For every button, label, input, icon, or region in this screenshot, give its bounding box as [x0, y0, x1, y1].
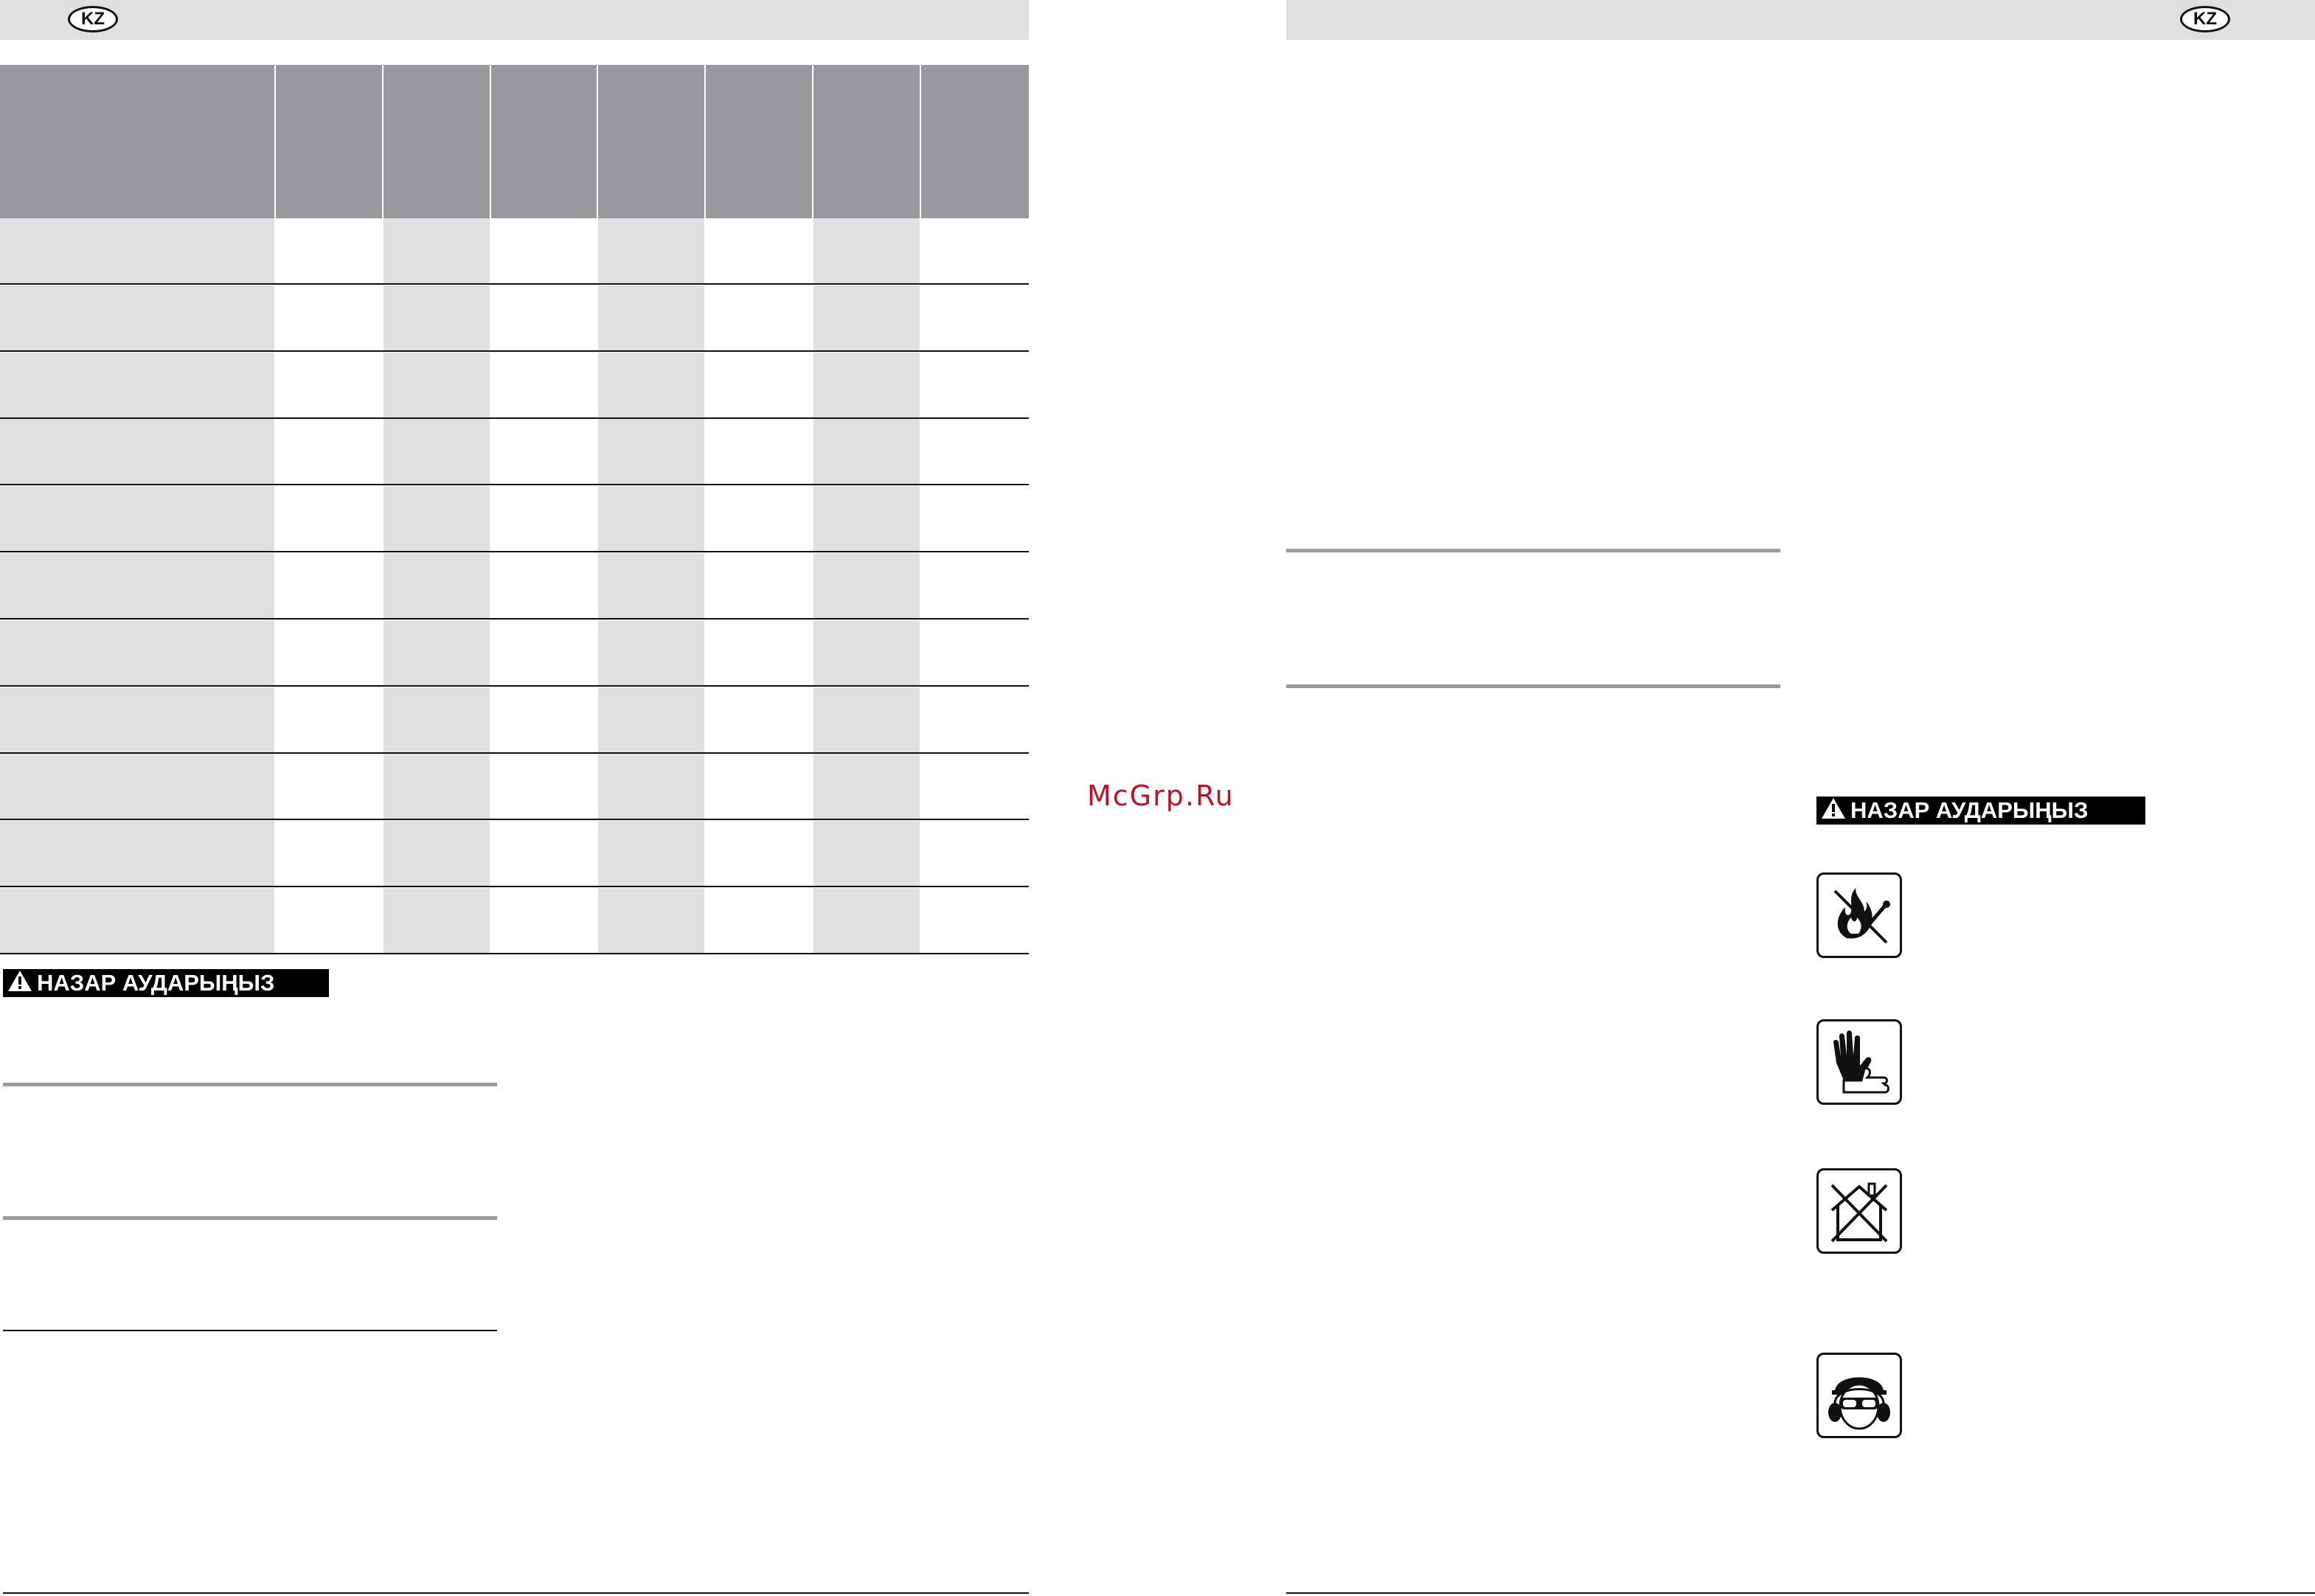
table-cell [491, 821, 597, 886]
table-cell [383, 486, 490, 551]
table-cell [598, 888, 704, 953]
table-cell [383, 620, 490, 685]
table-cell [383, 218, 490, 283]
table-row [0, 687, 1029, 754]
table-row [0, 218, 1029, 285]
table-cell [383, 687, 490, 752]
table-cell [706, 419, 812, 484]
table-cell [921, 754, 1029, 819]
table-cell [813, 821, 920, 886]
table-cell [0, 821, 274, 886]
table-cell [491, 687, 597, 752]
table-cell [813, 285, 920, 350]
table-header-cell [0, 65, 274, 218]
right-footer-rule [1286, 1592, 2315, 1594]
table-cell [706, 553, 812, 618]
right-country-badge: KZ [2180, 6, 2230, 32]
table-cell [491, 419, 597, 484]
table-cell [276, 218, 382, 283]
table-cell [383, 553, 490, 618]
table-cell [383, 754, 490, 819]
table-cell [276, 285, 382, 350]
right-section-divider [1286, 549, 1780, 552]
table-cell [491, 553, 597, 618]
table-cell [813, 754, 920, 819]
wear-helmet-goggles-ear-protection-icon [1816, 1353, 1902, 1438]
table-cell [706, 754, 812, 819]
table-cell [813, 553, 920, 618]
table-row [0, 553, 1029, 620]
table-cell [813, 888, 920, 953]
table-cell [491, 620, 597, 685]
table-header-cell [813, 65, 920, 218]
table-cell [598, 486, 704, 551]
table-cell [921, 553, 1029, 618]
table-row [0, 419, 1029, 485]
warning-triangle-icon [7, 970, 32, 999]
table-cell [921, 353, 1029, 417]
table-cell [598, 620, 704, 685]
no-indoor-use-icon [1816, 1168, 1902, 1254]
table-header-cell [276, 65, 382, 218]
table-row [0, 353, 1029, 419]
table-cell [491, 285, 597, 350]
table-header-cell [491, 65, 597, 218]
table-cell [921, 821, 1029, 886]
table-cell [276, 553, 382, 618]
table-cell [813, 486, 920, 551]
table-cell [598, 821, 704, 886]
table-row [0, 285, 1029, 352]
table-header-cell [921, 65, 1029, 218]
table-row [0, 620, 1029, 687]
table-cell [0, 218, 274, 283]
table-cell [598, 218, 704, 283]
wear-gloves-icon [1816, 1019, 1902, 1105]
left-country-badge: KZ [68, 6, 118, 32]
table-cell [598, 419, 704, 484]
table-cell [276, 888, 382, 953]
table-cell [921, 486, 1029, 551]
table-header-cell [383, 65, 490, 218]
table-row [0, 754, 1029, 820]
table-cell [813, 620, 920, 685]
table-cell [383, 821, 490, 886]
table-header-cell [706, 65, 812, 218]
table-cell [491, 486, 597, 551]
table-header-row [0, 65, 1029, 218]
table-row [0, 821, 1029, 887]
table-cell [921, 620, 1029, 685]
table-cell [706, 821, 812, 886]
table-cell [276, 620, 382, 685]
table-cell [921, 419, 1029, 484]
table-cell [491, 888, 597, 953]
table-cell [0, 754, 274, 819]
no-open-flame-icon [1816, 872, 1902, 958]
right-section-divider [1286, 684, 1780, 688]
table-cell [276, 687, 382, 752]
table-cell [813, 218, 920, 283]
right-warning-banner [1816, 797, 2145, 825]
table-cell [383, 888, 490, 953]
table-cell [276, 754, 382, 819]
table-cell [383, 419, 490, 484]
table-cell [276, 821, 382, 886]
table-cell [706, 486, 812, 551]
table-cell [706, 687, 812, 752]
table-cell [598, 754, 704, 819]
table-cell [706, 620, 812, 685]
table-cell [0, 419, 274, 484]
left-section-divider [3, 1083, 497, 1086]
table-cell [491, 754, 597, 819]
table-cell [598, 687, 704, 752]
table-cell [276, 486, 382, 551]
table-cell [491, 218, 597, 283]
table-cell [921, 687, 1029, 752]
warning-triangle-icon [1821, 797, 1846, 826]
table-cell [598, 353, 704, 417]
table-cell [0, 687, 274, 752]
left-section-divider [3, 1216, 497, 1220]
table-cell [598, 285, 704, 350]
table-cell [706, 218, 812, 283]
table-cell [0, 285, 274, 350]
table-cell [813, 353, 920, 417]
table-header-cell [598, 65, 704, 218]
table-cell [706, 285, 812, 350]
table-cell [0, 553, 274, 618]
table-cell [921, 888, 1029, 953]
table-cell [276, 353, 382, 417]
table-row [0, 888, 1029, 954]
right-warning-label: НАЗАР АУДАРЫҢЫЗ [1850, 797, 2089, 823]
table-row [0, 486, 1029, 552]
table-cell [383, 285, 490, 350]
table-cell [383, 353, 490, 417]
table-cell [813, 419, 920, 484]
table-cell [0, 620, 274, 685]
table-cell [706, 353, 812, 417]
left-footer-rule [3, 1592, 1029, 1594]
table-cell [491, 353, 597, 417]
table-cell [276, 419, 382, 484]
right-header-bar [1286, 0, 2315, 40]
table-cell [706, 888, 812, 953]
left-warning-banner [3, 969, 329, 997]
left-warning-label: НАЗАР АУДАРЫҢЫЗ [37, 970, 275, 996]
left-header-bar [0, 0, 1029, 40]
table-cell [921, 285, 1029, 350]
table-cell [0, 486, 274, 551]
table-cell [921, 218, 1029, 283]
table-cell [0, 353, 274, 417]
left-section-divider [3, 1330, 497, 1331]
watermark: McGrp.Ru [1087, 780, 1235, 812]
table-cell [813, 687, 920, 752]
table-cell [598, 553, 704, 618]
table-cell [0, 888, 274, 953]
